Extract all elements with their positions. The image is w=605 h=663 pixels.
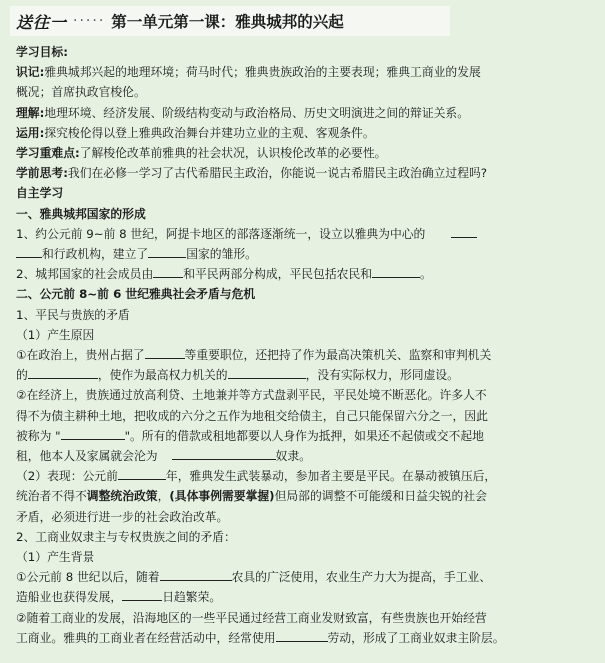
sec2-q1 bbox=[16, 567, 596, 587]
sec2-p4: 得不为债主耕种土地，把收成的六分之五作为地租交给债主，自己只能保留六分之一，因此 bbox=[16, 408, 488, 423]
page-title: 第一单元第一课：雅典城邦的兴起 bbox=[111, 13, 344, 31]
p8-text-e: 但局部的调整不可能缓和日益尖锐的社会 bbox=[274, 489, 487, 504]
answer-blank[interactable] bbox=[148, 244, 186, 258]
p2-text-a: 的 bbox=[16, 368, 28, 383]
goal-understand bbox=[16, 103, 596, 123]
answer-blank[interactable] bbox=[118, 466, 166, 480]
p7-text-a: （2）表现：公元前 bbox=[16, 469, 118, 484]
title-dots: ····· bbox=[73, 13, 106, 29]
understand-text: 地理环境、经济发展、阶级结构变动与政治格局、历史文明演进之间的辩证关系。 bbox=[44, 105, 470, 120]
p8-text-a: 统治者不得不 bbox=[16, 489, 87, 504]
self-study-heading: 自主学习 bbox=[16, 186, 64, 201]
understand-label: 理解: bbox=[16, 105, 45, 120]
cause-label: （1）产生原因 bbox=[16, 327, 95, 342]
recognize-text-2: 概况；首席执政官梭伦。 bbox=[16, 85, 146, 100]
sec2-q4 bbox=[16, 628, 596, 648]
q2-text-a: 造船业也获得发展， bbox=[16, 590, 123, 605]
answer-blank[interactable] bbox=[228, 365, 306, 379]
goal-recognize bbox=[16, 62, 596, 82]
q4-text-a: 工商业。雅典的工商业者在经营活动中，经常使用 bbox=[16, 630, 276, 645]
p6-text-b: 奴隶。 bbox=[275, 449, 311, 464]
title-bar bbox=[10, 6, 450, 36]
answer-blank[interactable] bbox=[372, 264, 420, 278]
sec2-p1 bbox=[16, 345, 596, 365]
p1-text-a: ①在政治上，贵州占据了 bbox=[16, 348, 145, 363]
answer-blank[interactable] bbox=[16, 244, 42, 258]
sec2-p3: ②在经济上，贵族通过放高利贷、土地兼并等方式盘剥平民，平民处境不断恶化。许多人不 bbox=[16, 388, 487, 403]
sec2-q2 bbox=[16, 587, 596, 607]
sec1-line2-text-a: 和行政机构，建立了 bbox=[42, 247, 149, 262]
sec2-p6 bbox=[16, 446, 596, 466]
sec1-line3-text-b: 和平民两部分构成，平民包括农民和 bbox=[183, 267, 373, 282]
title-script-label: 送往一 bbox=[16, 12, 68, 32]
sec2-p2 bbox=[16, 365, 596, 385]
answer-blank[interactable] bbox=[160, 567, 232, 581]
q2-text-b: 日趋繁荣。 bbox=[162, 590, 222, 605]
p8-text-b: 调整统治政策 bbox=[86, 489, 158, 504]
p2-text-b: ，使作为最高权力机关的 bbox=[97, 368, 228, 383]
sec2-p5 bbox=[16, 426, 596, 446]
answer-blank[interactable] bbox=[153, 264, 183, 278]
recognize-label: 识记: bbox=[16, 65, 45, 80]
bg-label: （1）产生背景 bbox=[16, 550, 95, 565]
goal-key bbox=[16, 143, 596, 163]
goal-think bbox=[16, 163, 596, 183]
answer-blank[interactable] bbox=[145, 345, 185, 359]
sec2-sub1: 1、平民与贵族的矛盾 bbox=[16, 307, 130, 322]
q4-text-b: 劳动，形成了工商业奴隶主阶层。 bbox=[327, 630, 505, 645]
section-1-title: 一、雅典城邦国家的形成 bbox=[16, 206, 146, 221]
answer-blank[interactable] bbox=[172, 446, 276, 460]
section-2-title: 二、公元前 8~前 6 世纪雅典社会矛盾与危机 bbox=[16, 287, 256, 302]
key-label: 学习重难点: bbox=[16, 146, 80, 161]
answer-blank[interactable] bbox=[28, 365, 98, 379]
apply-label: 运用: bbox=[16, 125, 45, 140]
p5-text-b: "。所有的借款或租地都要以人身作为抵押，如果还不起债或交不起地 bbox=[124, 428, 484, 443]
sec1-line1-text: 1、约公元前 9~前 8 世纪，阿提卡地区的部落逐渐统一，设立以雅典为中心的 bbox=[16, 226, 426, 241]
sec1-line-3 bbox=[16, 264, 596, 284]
sec2-p9: 矛盾，必须进行进一步的社会政治改革。 bbox=[16, 509, 229, 524]
sec2-q3: ②随着工商业的发展，沿海地区的一些平民通过经营工商业发财致富，有些贵族也开始经营 bbox=[16, 610, 487, 625]
p8-text-d: (具体事例需要掌握) bbox=[169, 489, 275, 504]
goal-apply bbox=[16, 123, 596, 143]
p8-text-c: ， bbox=[157, 489, 170, 504]
answer-blank[interactable] bbox=[122, 587, 162, 601]
q1-text-a: ①公元前 8 世纪以后，随着 bbox=[16, 570, 160, 585]
sec1-line3-text-a: 2、城邦国家的社会成员由 bbox=[16, 267, 154, 282]
q1-text-b: 农具的广泛使用，农业生产力大为提高，手工业、 bbox=[231, 570, 492, 585]
answer-blank[interactable] bbox=[61, 426, 125, 440]
sec2-sub2: 2、工商业奴隶主与专权贵族之间的矛盾： bbox=[16, 529, 236, 544]
sec2-p7 bbox=[16, 466, 596, 486]
sec1-line2-text-b: 国家的雏形。 bbox=[186, 247, 257, 262]
p6-text-a: 租，他本人及家属就会沦为 bbox=[16, 449, 158, 464]
p5-text-a: 被称为 " bbox=[16, 428, 61, 443]
sec1-line3-text-c: 。 bbox=[420, 267, 432, 282]
document-body bbox=[16, 42, 596, 648]
p1-text-b: 等重要职位，还把持了作为最高决策机关、监察和审判机关 bbox=[184, 348, 492, 363]
recognize-text-1: 雅典城邦兴起的地理环境；荷马时代；雅典贵族政治的主要表现；雅典工商业的发展 bbox=[44, 65, 481, 80]
goal-recognize-cont bbox=[16, 82, 596, 102]
sec2-p8 bbox=[16, 486, 596, 506]
think-label: 学前思考: bbox=[16, 166, 68, 181]
p2-text-c: ，没有实际权力，形同虚设。 bbox=[305, 368, 459, 383]
sec1-line-1 bbox=[16, 224, 596, 244]
goals-heading: 学习目标: bbox=[16, 45, 68, 59]
apply-text: 探究梭伦得以登上雅典政治舞台并建功立业的主观、客观条件。 bbox=[44, 125, 375, 140]
p7-text-b: 年，雅典发生武装暴动，参加者主要是平民。在暴动被镇压后， bbox=[165, 469, 497, 484]
think-text: 我们在必修一学习了古代希腊民主政治，你能说一说古希腊民主政治确立过程吗? bbox=[67, 166, 488, 181]
answer-blank[interactable] bbox=[451, 224, 477, 238]
key-text: 了解梭伦改革前雅典的社会状况，认识梭伦改革的必要性。 bbox=[79, 146, 387, 161]
sec1-line-2 bbox=[16, 244, 596, 264]
answer-blank[interactable] bbox=[276, 628, 328, 642]
